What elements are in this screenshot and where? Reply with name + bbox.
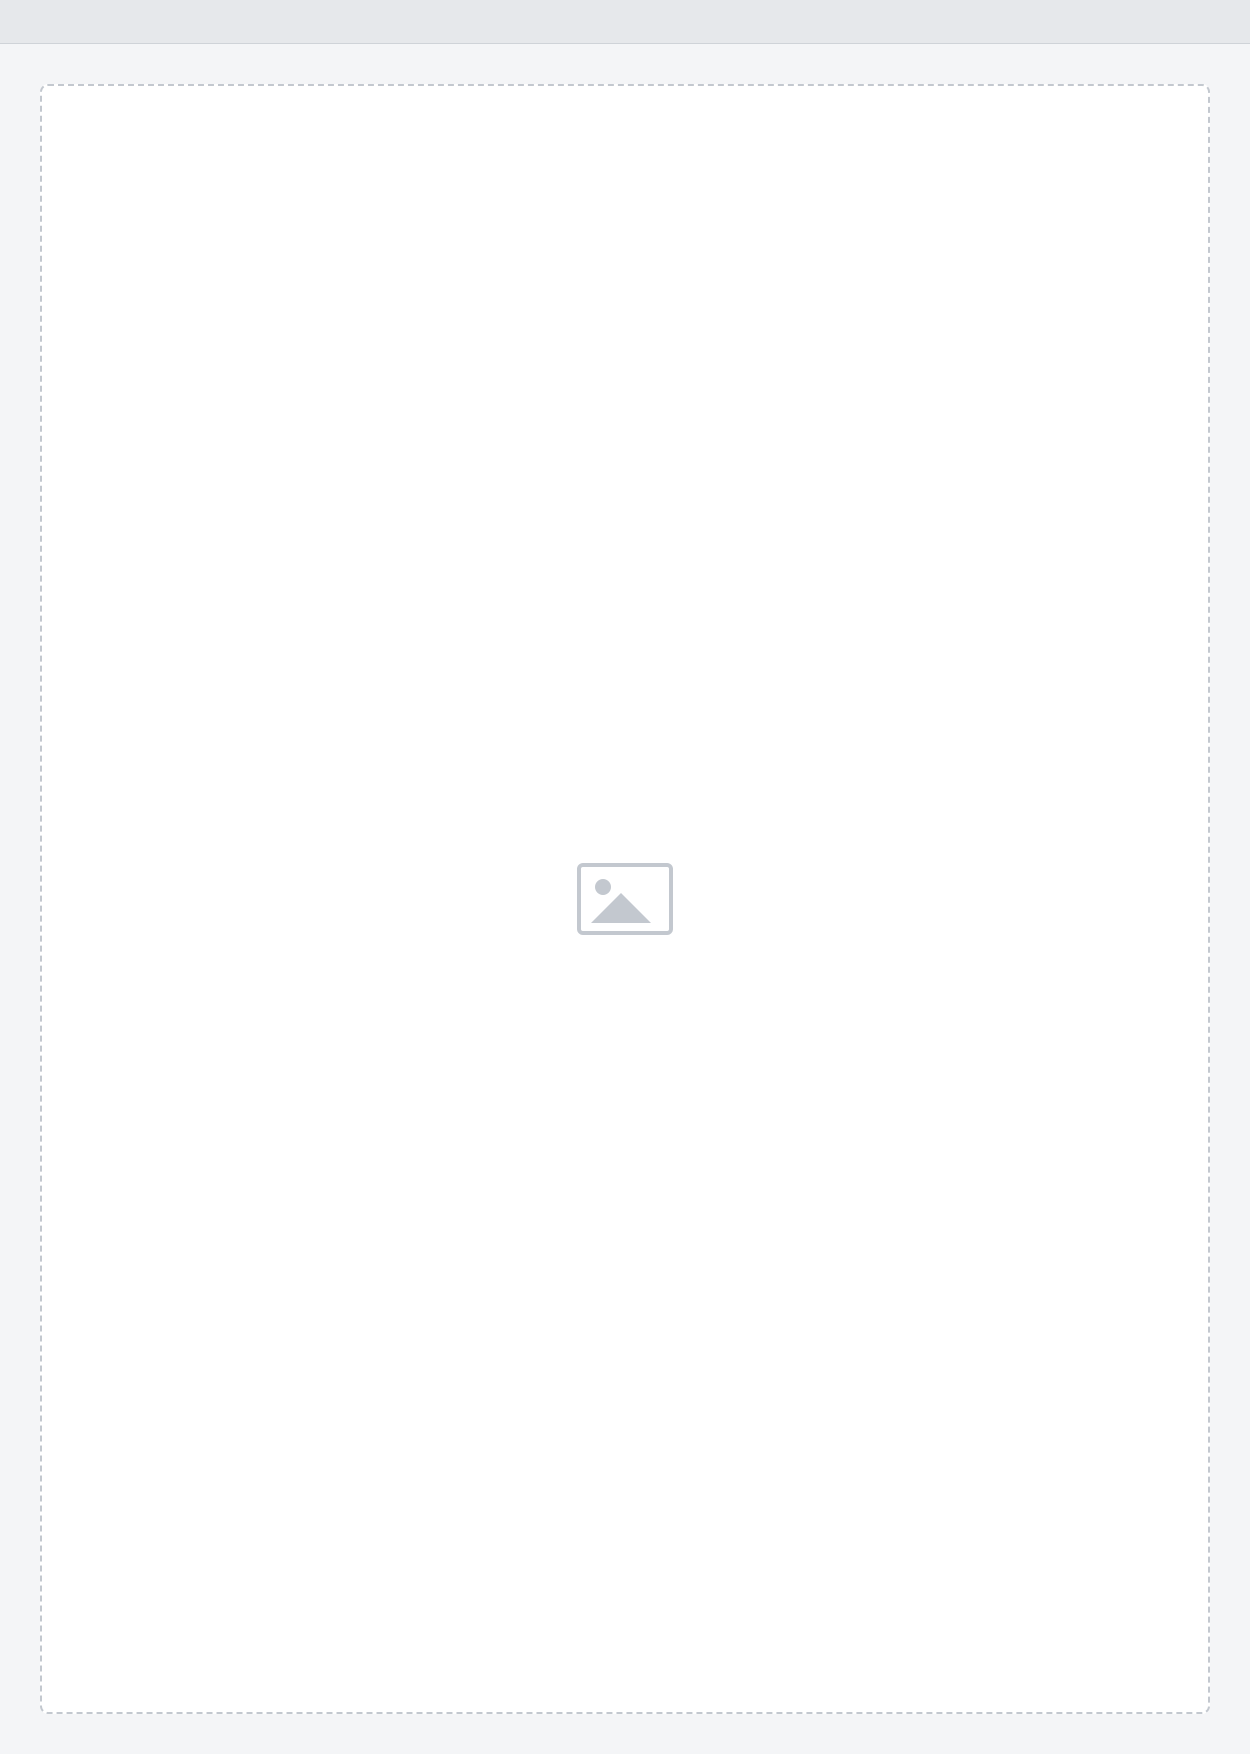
image-icon	[577, 863, 673, 935]
empty-placeholder	[40, 84, 1210, 1714]
title-bar	[0, 0, 1250, 44]
main-content	[0, 44, 1250, 1754]
